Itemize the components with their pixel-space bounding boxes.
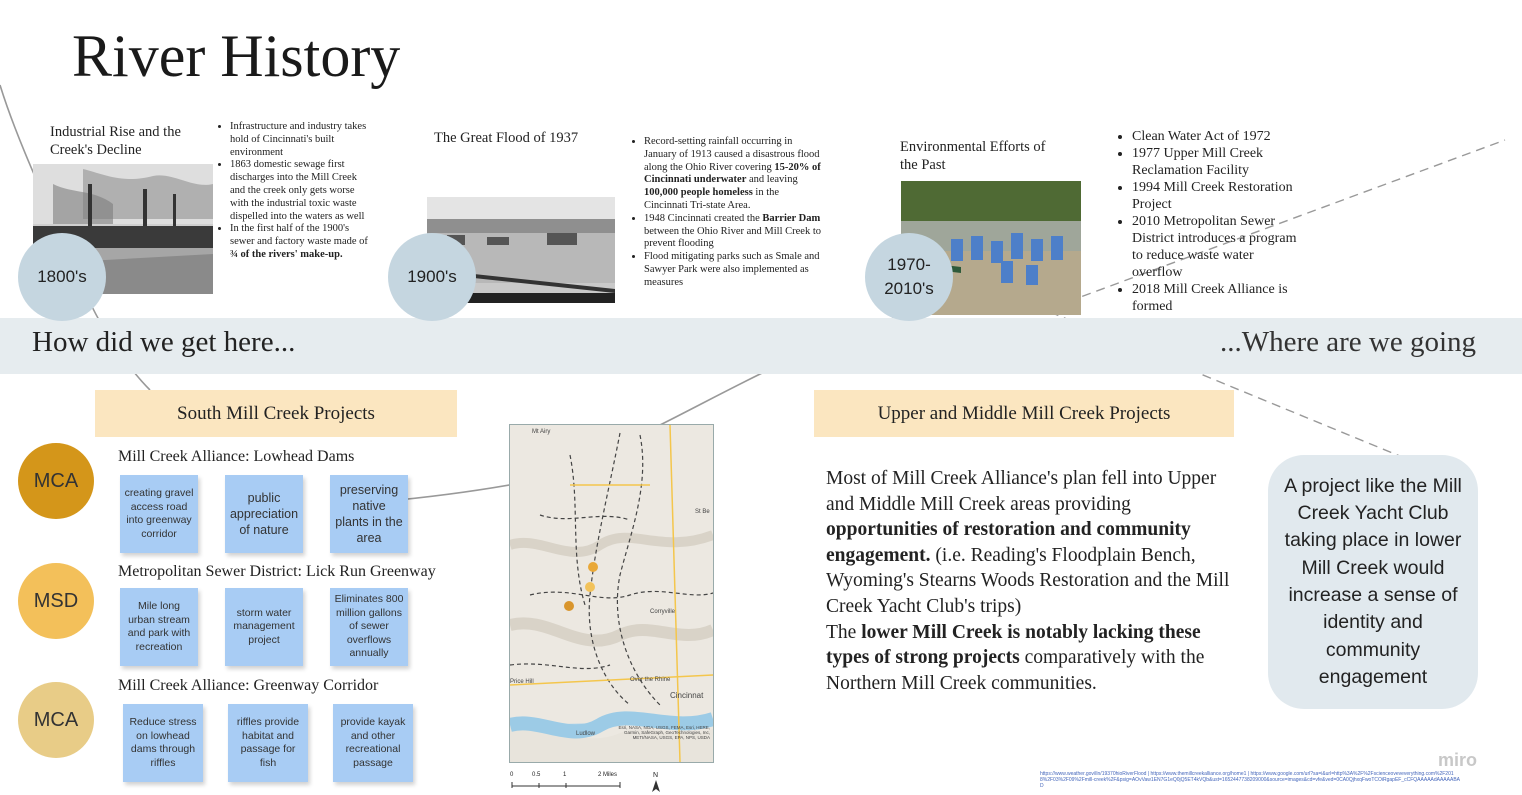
- sticky-note: riffles provide habitat and passage for fish: [228, 704, 308, 782]
- sticky-note: storm water management project: [225, 588, 303, 666]
- upper-projects-text: Most of Mill Creek Alliance's plan fell into Upper and Middle Mill Creek areas providing opportunities of restoration and community engagement. (i.e. Reading's Floodplain Bench, Wyoming's Stearns Woods Restoration and the Mill Creek Yacht Club's trips) The lower Mill Creek is notably lacking these types of strong projects comparatively with the Northern Mill Creek communities.: [826, 468, 1230, 694]
- era-1970s-heading: Environmental Efforts of the Past: [900, 139, 1046, 173]
- sticky-note: public appreciation of nature: [225, 475, 303, 553]
- scale-label: 0.5: [532, 772, 541, 778]
- scale-label: 0: [510, 772, 514, 778]
- sticky-note: provide kayak and other recreational passage: [333, 704, 413, 782]
- map-label: Ludlow: [576, 731, 596, 737]
- upper-projects-header: Upper and Middle Mill Creek Projects: [814, 390, 1234, 437]
- era-1970s-circle: 1970- 2010's: [865, 233, 953, 321]
- bullet: • 1948 Cincinnati created the Barrier Dam between the Ohio River and Mill Creek to prevent flooding: [644, 213, 824, 251]
- band-right-text: ...Where are we going: [1219, 326, 1476, 358]
- bullet: • 2018 Mill Creek Alliance is formed: [1132, 281, 1300, 315]
- map-label: Cincinnat: [670, 691, 704, 700]
- scale-label: 1: [563, 772, 567, 778]
- bullet: • In the first half of the 1900's sewer and factory waste made of ¾ of the rivers' make-up.: [230, 223, 368, 261]
- bullet: • 1977 Upper Mill Creek Reclamation Facility: [1132, 145, 1300, 179]
- mca-badge: MCA: [18, 682, 94, 758]
- bullet: • Flood mitigating parks such as Smale and Sawyer Park were also implemented as measures: [644, 251, 824, 289]
- bullet: • Infrastructure and industry takes hold of Cincinnati's built environment: [230, 121, 368, 159]
- map-label: Price Hill: [510, 679, 534, 685]
- bullet: • Record-setting rainfall occurring in January of 1913 caused a disastrous flood along the Ohio River covering 15-20% of Cincinnati underwater and leaving 100,000 people homeless in the Cincinnati Tri-state Area.: [644, 136, 824, 213]
- sticky-note: preserving native plants in the area: [330, 475, 408, 553]
- miro-logo: miro: [1438, 750, 1478, 770]
- sticky-note: Eliminates 800 million gallons of sewer overflows annually: [330, 588, 408, 666]
- map-label: Corryville: [650, 609, 676, 615]
- bullet: • Clean Water Act of 1972: [1132, 128, 1300, 145]
- bullet: • 1863 domestic sewage first discharges into the Mill Creek and the creek only gets worse with the industrial toxic waste dispelled into the waters as well: [230, 159, 368, 223]
- references[interactable]: https://www.weather.gov/iln/19370hioRiverFlood | https://www.themillcreekalliance.org/home1 | https://www.google.com/url?sa=i&url=http%3A%2F%2Fscienceoveveverything.com%2F2018%2F03%2F09%2Fmill-creek%2F&psig=AOvVaw1EN7G1eQ0jQ5ET4kVQb&ust=1652447738209000&source=images&cd=vfe&ved=0CA0QjhxqFwoTCOiRgapEF_cCFQAAAAAdAAAAABAD: [1040, 771, 1460, 790]
- sticky-note: Reduce stress on lowhead dams through riffles: [123, 704, 203, 782]
- map-label: Over the Rhine: [630, 677, 671, 683]
- map-label: Mt Airy: [532, 429, 551, 435]
- bullet: • 2010 Metropolitan Sewer District introduces a program to reduce waste water overflow: [1132, 213, 1300, 281]
- era-1970s-bullets: [1118, 128, 1300, 315]
- band-left-text: How did we get here...: [32, 326, 296, 358]
- bullet: • 1994 Mill Creek Restoration Project: [1132, 179, 1300, 213]
- mca-badge: MCA: [18, 443, 94, 519]
- map-credit: Esri, NASA, NGA, USGS, FEMA, Esri, HERE, Garmin, SafeGraph, GeoTechnologies, Inc, METI/NASA, USGS, EPA, NPS, USDA: [618, 725, 710, 740]
- era-1900s-bullets: [632, 136, 824, 290]
- map-scale: [510, 772, 670, 792]
- era-1800s-heading: Industrial Rise and the Creek's Decline: [50, 124, 181, 158]
- row-label: Mill Creek Alliance: Greenway Corridor: [118, 677, 379, 694]
- north-arrow: N: [653, 772, 659, 779]
- era-1900s-heading: The Great Flood of 1937: [434, 130, 579, 146]
- era-1800s-bullets: [218, 121, 368, 262]
- callout-bubble: A project like the Mill Creek Yacht Club taking place in lower Mill Creek would increase a sense of identity and community engagement: [1268, 455, 1478, 709]
- mill-creek-map: [509, 424, 714, 763]
- row-label: Metropolitan Sewer District: Lick Run Greenway: [118, 563, 436, 580]
- sticky-note: Mile long urban stream and park with recreation: [120, 588, 198, 666]
- row-label: Mill Creek Alliance: Lowhead Dams: [118, 448, 355, 465]
- scale-label: 2 Miles: [598, 772, 618, 778]
- south-projects-header: South Mill Creek Projects: [95, 390, 457, 437]
- page-title: River History: [72, 23, 401, 89]
- msd-badge: MSD: [18, 563, 94, 639]
- map-label: St Be: [695, 509, 710, 515]
- sticky-note: creating gravel access road into greenway corridor: [120, 475, 198, 553]
- era-1800s-circle: 1800's: [18, 233, 106, 321]
- era-1900s-circle: 1900's: [388, 233, 476, 321]
